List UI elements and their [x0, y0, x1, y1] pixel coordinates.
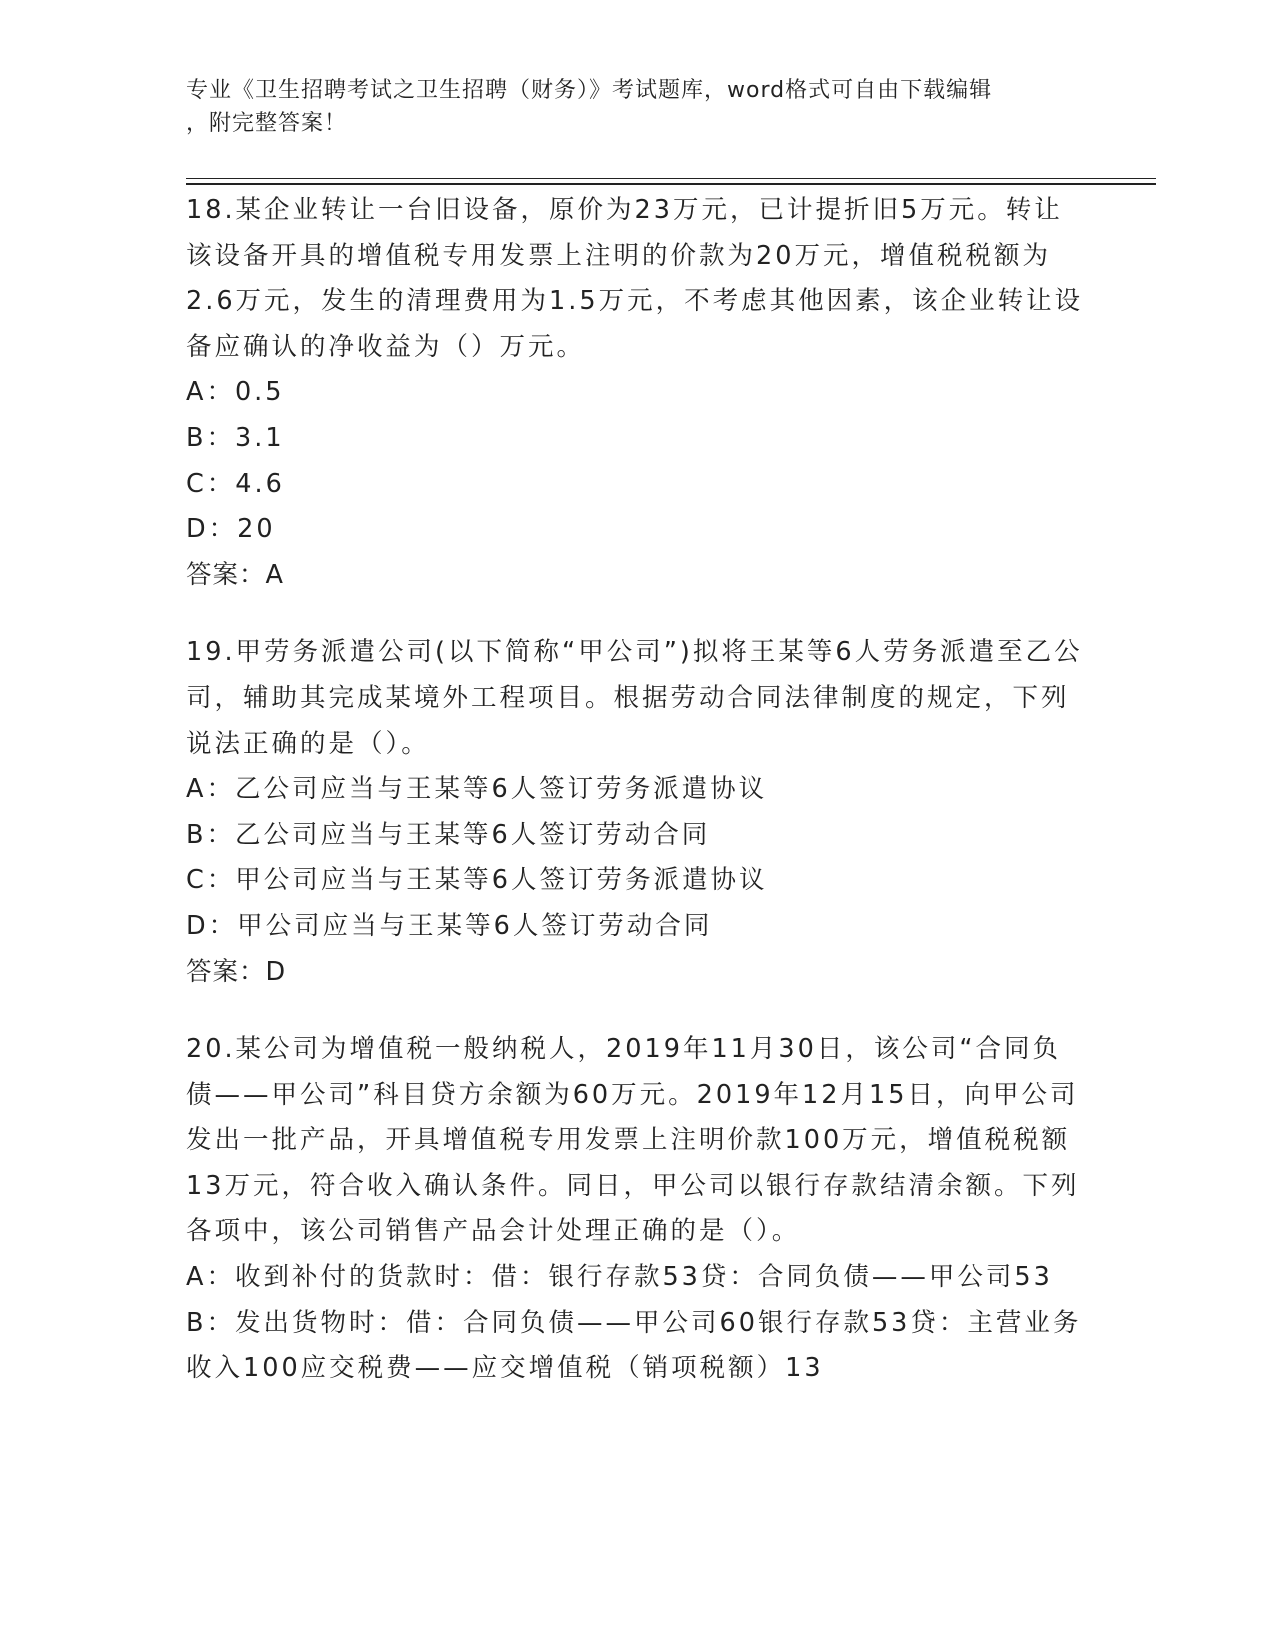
header-line-1: 专业《卫生招聘考试之卫生招聘（财务）》考试题库，word格式可自由下载编辑	[186, 78, 993, 103]
option-a: A：收到补付的货款时：借：银行存款53贷：合同负债——甲公司53	[186, 1262, 1053, 1293]
answer-line: 答案：A	[186, 559, 284, 590]
answer-line: 答案：D	[186, 956, 287, 987]
header-divider-thick	[186, 183, 1156, 185]
option-c: C：甲公司应当与王某等6人签订劳务派遣协议	[186, 865, 768, 896]
document-header	[186, 74, 1086, 140]
option-b: B：发出货物时：借：合同负债——甲公司60银行存款53贷：主营业务收入100应交税费——应交增值税（销项税额）13	[186, 1307, 1082, 1384]
option-c: C：4.6	[186, 468, 285, 499]
question-stem: 18.某企业转让一台旧设备，原价为23万元，已计提折旧5万元。转让该设备开具的增值税专用发票上注明的价款为20万元，增值税税额为2.6万元，发生的清理费用为1.5万元，不考虑其他因素，该企业转让设备应确认的净收益为（）万元。	[186, 195, 1084, 362]
option-a: A：乙公司应当与王某等6人签订劳务派遣协议	[186, 774, 768, 805]
question-stem: 19.甲劳务派遣公司(以下简称“甲公司”)拟将王某等6人劳务派遣至乙公司，辅助其完成某境外工程项目。根据劳动合同法律制度的规定，下列说法正确的是（）。	[186, 637, 1083, 759]
option-a: A：0.5	[186, 377, 285, 408]
option-b: B：3.1	[186, 422, 285, 453]
question-stem: 20.某公司为增值税一般纳税人，2019年11月30日，该公司“合同负债——甲公司”科目贷方余额为60万元。2019年12月15日，向甲公司发出一批产品，开具增值税专用发票上注明价款100万元，增值税税额13万元，符合收入确认条件。同日，甲公司以银行存款结清余额。下列各项中，该公司销售产品会计处理正确的是（）。	[186, 1034, 1080, 1247]
option-d: D：甲公司应当与王某等6人签订劳动合同	[186, 910, 713, 941]
header-divider-thin	[186, 178, 1156, 179]
question-19	[186, 630, 1086, 995]
question-18	[186, 188, 1086, 598]
header-line-2: ，附完整答案！	[186, 111, 348, 136]
question-20	[186, 1027, 1086, 1392]
question-list	[186, 188, 1086, 1424]
option-d: D：20	[186, 514, 276, 545]
option-b: B：乙公司应当与王某等6人签订劳动合同	[186, 819, 711, 850]
